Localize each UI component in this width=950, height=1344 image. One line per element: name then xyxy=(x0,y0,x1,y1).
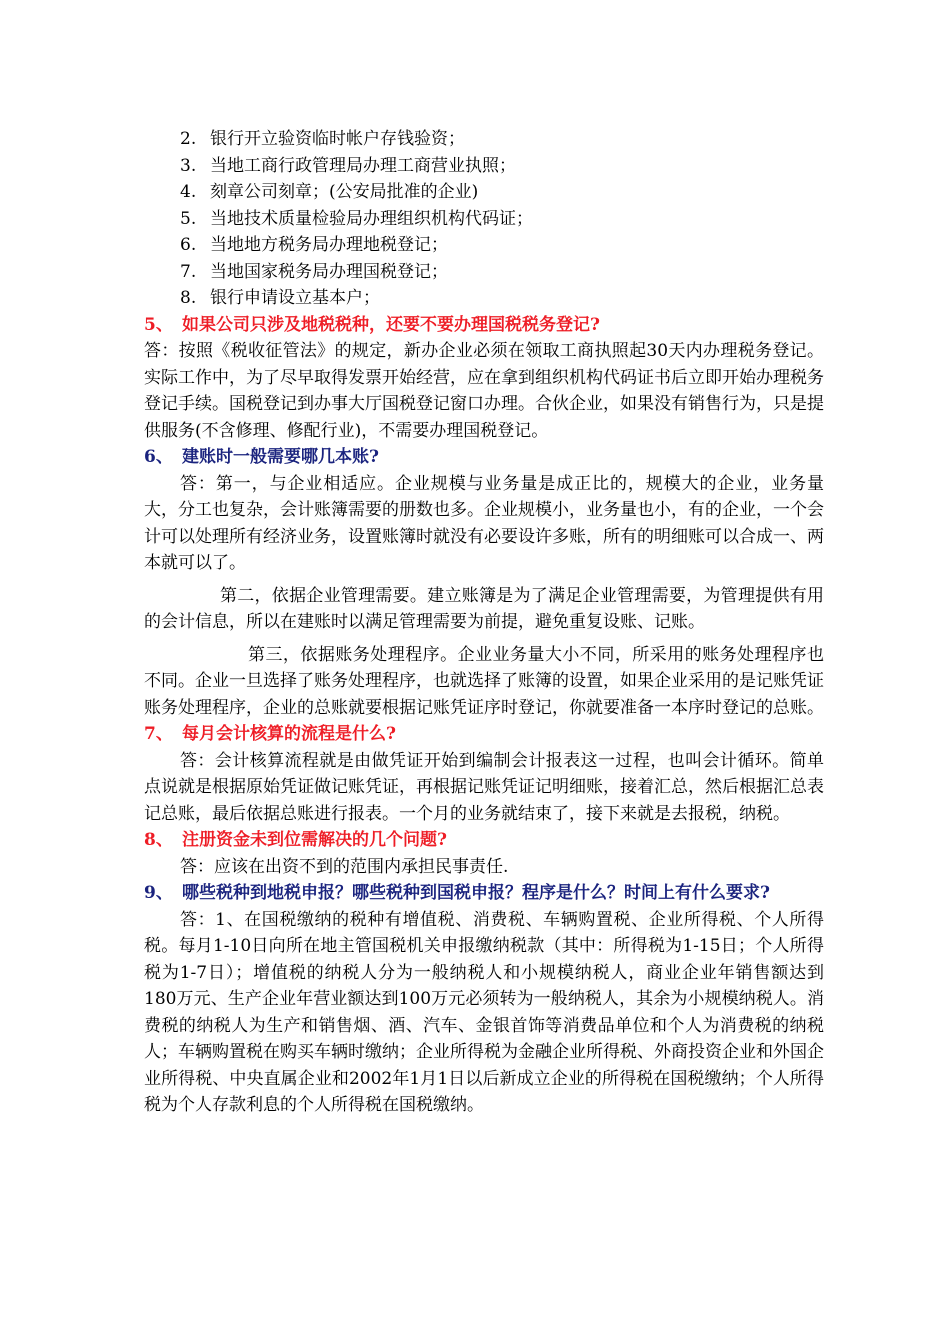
question-9-heading xyxy=(144,880,824,907)
question-6-answer-part-2: 第二，依据企业管理需要。建立账簿是为了满足企业管理需要，为管理提供有用的会计信息，所以在建账时以满足管理需要为前提，避免重复设账、记账。 xyxy=(144,585,824,632)
question-title: 每月会计核算的流程是什么? xyxy=(182,724,396,744)
question-number: 6、 xyxy=(144,447,173,467)
list-text: 当地工商行政管理局办理工商营业执照； xyxy=(210,155,516,176)
list-text: 银行开立验资临时帐户存钱验资； xyxy=(210,129,465,149)
list-text: 当地技术质量检验局办理组织机构代码证； xyxy=(210,208,533,229)
document-page xyxy=(144,126,824,1119)
question-5-answer: 答：按照《税收征管法》的规定，新办企业必须在领取工商执照起30天内办理税务登记。实际工作中，为了尽早取得发票开始经营，应在拿到组织机构代码证书后立即开始办理税务登记手续。国税登记到办事大厅国税登记窗口办理。合伙企业，如果没有销售行为，只是提供服务(不含修理、修配行业)，不需要办理国税登记。 xyxy=(144,341,824,441)
list-number: 8. xyxy=(180,288,197,308)
question-title: 如果公司只涉及地税税种，还要不要办理国税税务登记? xyxy=(182,314,600,335)
question-9-answer: 答：1、在国税缴纳的税种有增值税、消费税、车辆购置税、企业所得税、个人所得税。每月1-10日向所在地主管国税机关申报缴纳税款（其中：所得税为1-15日；个人所得税为1-7日）；增值税的纳税人分为一般纳税人和小规模纳税人，商业企业年销售额达到180万元、生产企业年营业额达到100万元必须转为一般纳税人，其余为小规模纳税人。消费税的纳税人为生产和销售烟、酒、汽车、金银首饰等消费品单位和个人为消费税的纳税人；车辆购置税在购买车辆时缴纳；企业所得税为金融企业所得税、外商投资企业和外国企业所得税、中央直属企业和2002年1月1日以后新成立企业的所得税在国税缴纳；个人所得税为个人存款利息的个人所得税在国税缴纳。 xyxy=(144,909,824,1115)
question-7-answer: 答：会计核算流程就是由做凭证开始到编制会计报表这一过程，也叫会计循环。简单点说就是根据原始凭证做记账凭证，再根据记账凭证记明细账，接着汇总，然后根据汇总表记总账，最后依据总账进行报表。一个月的业务就结束了，接下来就是去报税，纳税。 xyxy=(144,750,824,824)
question-number: 7、 xyxy=(144,724,173,744)
question-7-heading xyxy=(144,721,824,748)
registration-steps-list xyxy=(144,126,824,312)
list-item xyxy=(144,285,824,312)
question-number: 5、 xyxy=(144,314,173,335)
question-8-heading xyxy=(144,827,824,854)
question-6-heading xyxy=(144,444,824,471)
question-5-heading xyxy=(144,312,824,339)
list-item xyxy=(144,153,824,180)
question-number: 9、 xyxy=(144,883,173,903)
question-number: 8、 xyxy=(144,830,173,850)
list-number: 2. xyxy=(180,129,197,149)
question-title: 建账时一般需要哪几本账? xyxy=(182,447,379,467)
question-title: 哪些税种到地税申报？哪些税种到国税申报？程序是什么？时间上有什么要求? xyxy=(182,883,770,903)
list-number: 5. xyxy=(180,208,197,229)
question-6-answer-part-1: 答：第一，与企业相适应。企业规模与业务量是成正比的，规模大的企业，业务量大，分工也复杂，会计账簿需要的册数也多。企业规模小，业务量也小，有的企业，一个会计可以处理所有经济业务，设置账簿时就没有必要设许多账，所有的明细账可以合成一、两本就可以了。 xyxy=(144,473,824,573)
list-text: 当地地方税务局办理地税登记； xyxy=(210,235,448,255)
list-item xyxy=(144,259,824,286)
list-text: 当地国家税务局办理国税登记； xyxy=(210,261,448,282)
list-item xyxy=(144,126,824,153)
list-number: 4. xyxy=(180,182,197,202)
list-text: 刻章公司刻章；(公安局批准的企业) xyxy=(210,182,479,202)
list-item xyxy=(144,179,824,206)
list-number: 6. xyxy=(180,235,197,255)
list-number: 7. xyxy=(180,261,197,282)
question-6-answer-part-3: 第三，依据账务处理程序。企业业务量大小不同，所采用的账务处理程序也不同。企业一旦选择了账务处理程序，也就选择了账簿的设置，如果企业采用的是记账凭证账务处理程序，企业的总账就要根据记账凭证序时登记，你就要准备一本序时登记的总账。 xyxy=(144,644,824,718)
list-text: 银行申请设立基本户； xyxy=(210,288,380,308)
question-8-answer: 答：应该在出资不到的范围内承担民事责任. xyxy=(180,856,509,877)
list-item xyxy=(144,232,824,259)
list-item xyxy=(144,206,824,233)
list-number: 3. xyxy=(180,155,197,176)
question-title: 注册资金未到位需解决的几个问题? xyxy=(182,830,447,850)
